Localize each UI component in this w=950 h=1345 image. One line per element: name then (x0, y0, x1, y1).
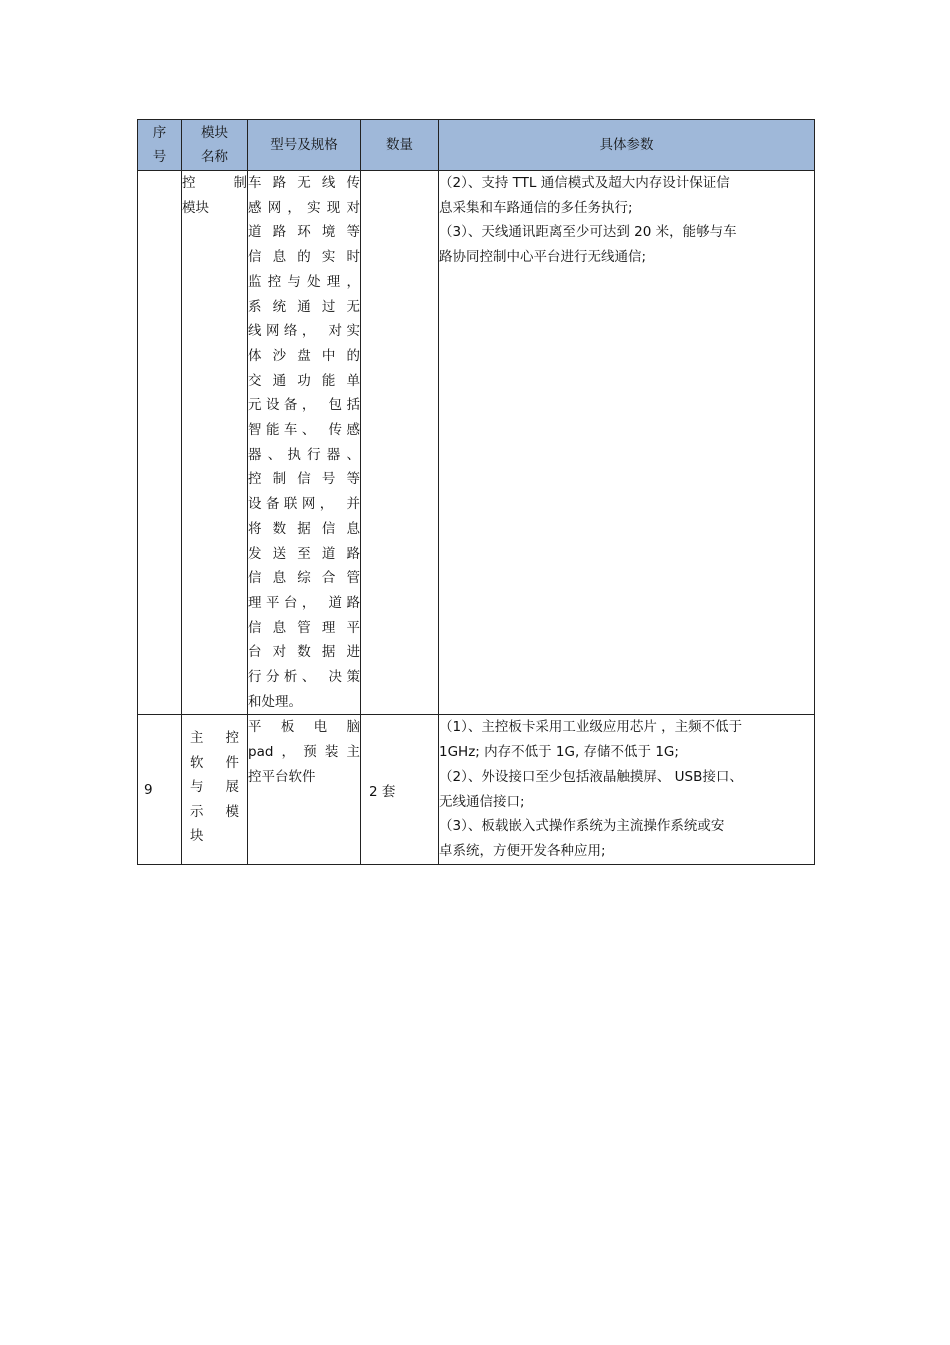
cell-params: （2）、支持 TTL 通信模式及超大内存设计保证信 息采集和车路通信的多任务执行; （3）、天线通讯距离至少可达到 20 米，能够与车 路协同控制中心平台进行无线通信; (439, 171, 815, 715)
header-params: 具体参数 (439, 120, 815, 171)
cell-module-name: 主 控 软 件 与 展 示 模 块 (182, 715, 248, 864)
header-qty: 数量 (361, 120, 439, 171)
cell-seq: 9 (138, 715, 182, 864)
table-header-row (138, 120, 815, 171)
header-module-name: 模块 名称 (182, 120, 248, 171)
table-row (138, 171, 815, 715)
header-spec: 型号及规格 (248, 120, 361, 171)
cell-module-name: 控 制 模块 (182, 171, 248, 715)
cell-seq (138, 171, 182, 715)
spec-table (137, 119, 815, 865)
table-row (138, 715, 815, 864)
cell-spec: 平板电脑 pad，预装主 控平台软件 (248, 715, 361, 864)
cell-qty: 2 套 (361, 715, 439, 864)
cell-qty (361, 171, 439, 715)
cell-spec: 车路无线传 感网，实现对 道路环境等 信息的实时 监控与处理， 系统通过无 线网络， 对实 体沙盘中的 交通功能单 元设备， 包括 智能车、 传感 器、执行器、 控制信号等 设备联网， 并 将数据信息 发送至道路 信息综合管 理平台， 道路 信息管理平 台对数据进 行分析、 决策 和处理。 (248, 171, 361, 715)
header-seq: 序 号 (138, 120, 182, 171)
cell-params: （1）、主控板卡采用工业级应用芯片 ，主频不低于 1GHz; 内存不低于 1G, 存储不低于 1G; （2）、外设接口至少包括液晶触摸屏、 USB接口、 无线通信接口; （3）、板载嵌入式操作系统为主流操作系统或安 卓系统，方便开发各种应用; (439, 715, 815, 864)
